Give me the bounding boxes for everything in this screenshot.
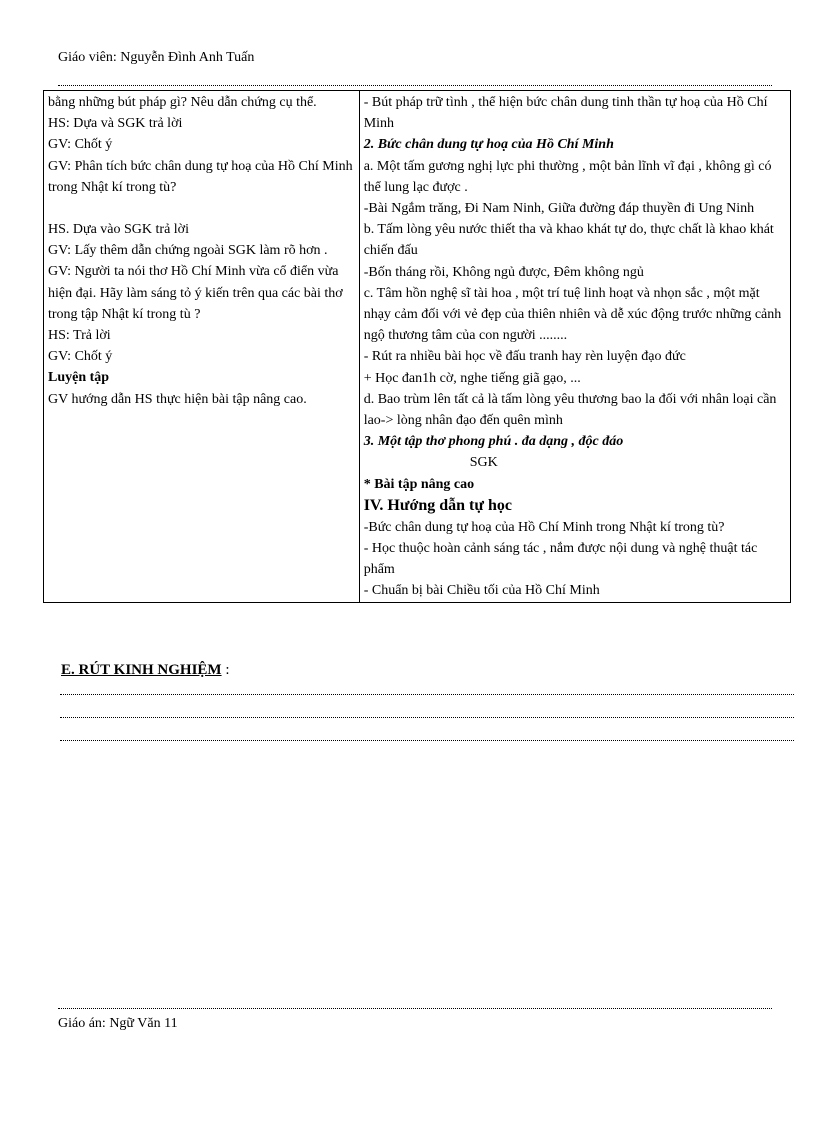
right-line: + Học đan1h cờ, nghe tiếng giã gạo, ... (363, 370, 581, 386)
notes-dotted-line (60, 740, 794, 741)
section-e-label: E. RÚT KINH NGHIỆM (61, 662, 222, 678)
table-row (44, 91, 791, 603)
right-line: a. Một tấm gương nghị lực phi thường , một bản lĩnh vĩ đại , không gì có thể lung lạc được . (363, 158, 772, 195)
left-line: HS: Dựa và SGK trả lời (48, 116, 183, 132)
practice-heading: Luyện tập (48, 370, 110, 386)
footer-dotted-rule (58, 1006, 772, 1009)
left-line: HS. Dựa vào SGK trả lời (48, 222, 189, 238)
right-line: -Bốn tháng rồi, Không ngủ được, Đêm không ngủ (363, 264, 644, 280)
left-column (44, 91, 360, 603)
section-e-colon: : (221, 662, 230, 678)
notes-dotted-line (60, 717, 794, 718)
right-line: - Bút pháp trữ tình , thể hiện bức chân dung tinh thần tự hoạ của Hồ Chí Minh (363, 95, 768, 132)
left-line: GV: Chốt ý (48, 349, 113, 365)
left-line: HS: Trả lời (48, 328, 111, 344)
right-line: c. Tâm hồn nghệ sĩ tài hoa , một trí tuệ linh hoạt và nhọn sắc , một mặt nhạy cảm đối với vẻ đẹp của thiên nhiên và dễ xúc động trước những cảnh ngộ thương tâm của con người ........ (363, 285, 782, 344)
right-line: d. Bao trùm lên tất cả là tấm lòng yêu thương bao la đối với nhân loại cần lao-> lòng nhân đạo đến quên mình (363, 391, 777, 429)
right-line: - Học thuộc hoàn cảnh sáng tác , nắm được nội dung và nghệ thuật tác phẩm (363, 541, 758, 578)
right-line: -Bức chân dung tự hoạ của Hồ Chí Minh trong Nhật kí trong tù? (363, 519, 725, 535)
left-blank-line (48, 198, 355, 219)
exercise-heading: * Bài tập nâng cao (363, 476, 475, 492)
left-line: GV hướng dẫn HS thực hiện bài tập nâng cao. (48, 391, 307, 407)
subheading-2: 2. Bức chân dung tự hoạ của Hồ Chí Minh (363, 137, 614, 153)
notes-dotted-line (60, 694, 794, 695)
sgk-label: SGK (469, 455, 498, 471)
right-line: -Bài Ngắm trăng, Đi Nam Ninh, Giữa đường đáp thuyền đi Ung Ninh (363, 201, 755, 217)
header-dotted-rule (58, 83, 772, 86)
right-line: b. Tấm lòng yêu nước thiết tha và khao khát tự do, thực chất là khao khát chiến đấu (363, 222, 774, 259)
right-line: - Rút ra nhiều bài học về đấu tranh hay rèn luyện đạo đức (363, 349, 686, 365)
left-line: bằng những bút pháp gì? Nêu dẫn chứng cụ thể. (48, 95, 317, 110)
self-study-heading: IV. Hướng dẫn tự học (363, 496, 512, 514)
footer-subject: Giáo án: Ngữ Văn 11 (58, 1016, 178, 1031)
subheading-3: 3. Một tập thơ phong phú . đa dạng , độc đáo (363, 434, 624, 450)
right-column (359, 91, 790, 603)
section-e-heading (61, 662, 230, 679)
left-line: GV: Lấy thêm dẫn chứng ngoài SGK làm rõ hơn . (48, 243, 328, 259)
left-line: GV: Chốt ý (48, 137, 113, 153)
lesson-table (43, 90, 791, 603)
header-teacher: Giáo viên: Nguyễn Đình Anh Tuấn (58, 50, 255, 65)
left-line: GV: Phân tích bức chân dung tự hoạ của Hồ Chí Minh trong Nhật kí trong tù? (48, 158, 353, 195)
left-line: GV: Người ta nói thơ Hồ Chí Minh vừa cổ điển vừa hiện đại. Hãy làm sáng tỏ ý kiến trên qua các bài thơ trong tập Nhật kí trong tù ? (48, 264, 343, 322)
right-line: - Chuẩn bị bài Chiều tối của Hồ Chí Minh (363, 583, 600, 599)
